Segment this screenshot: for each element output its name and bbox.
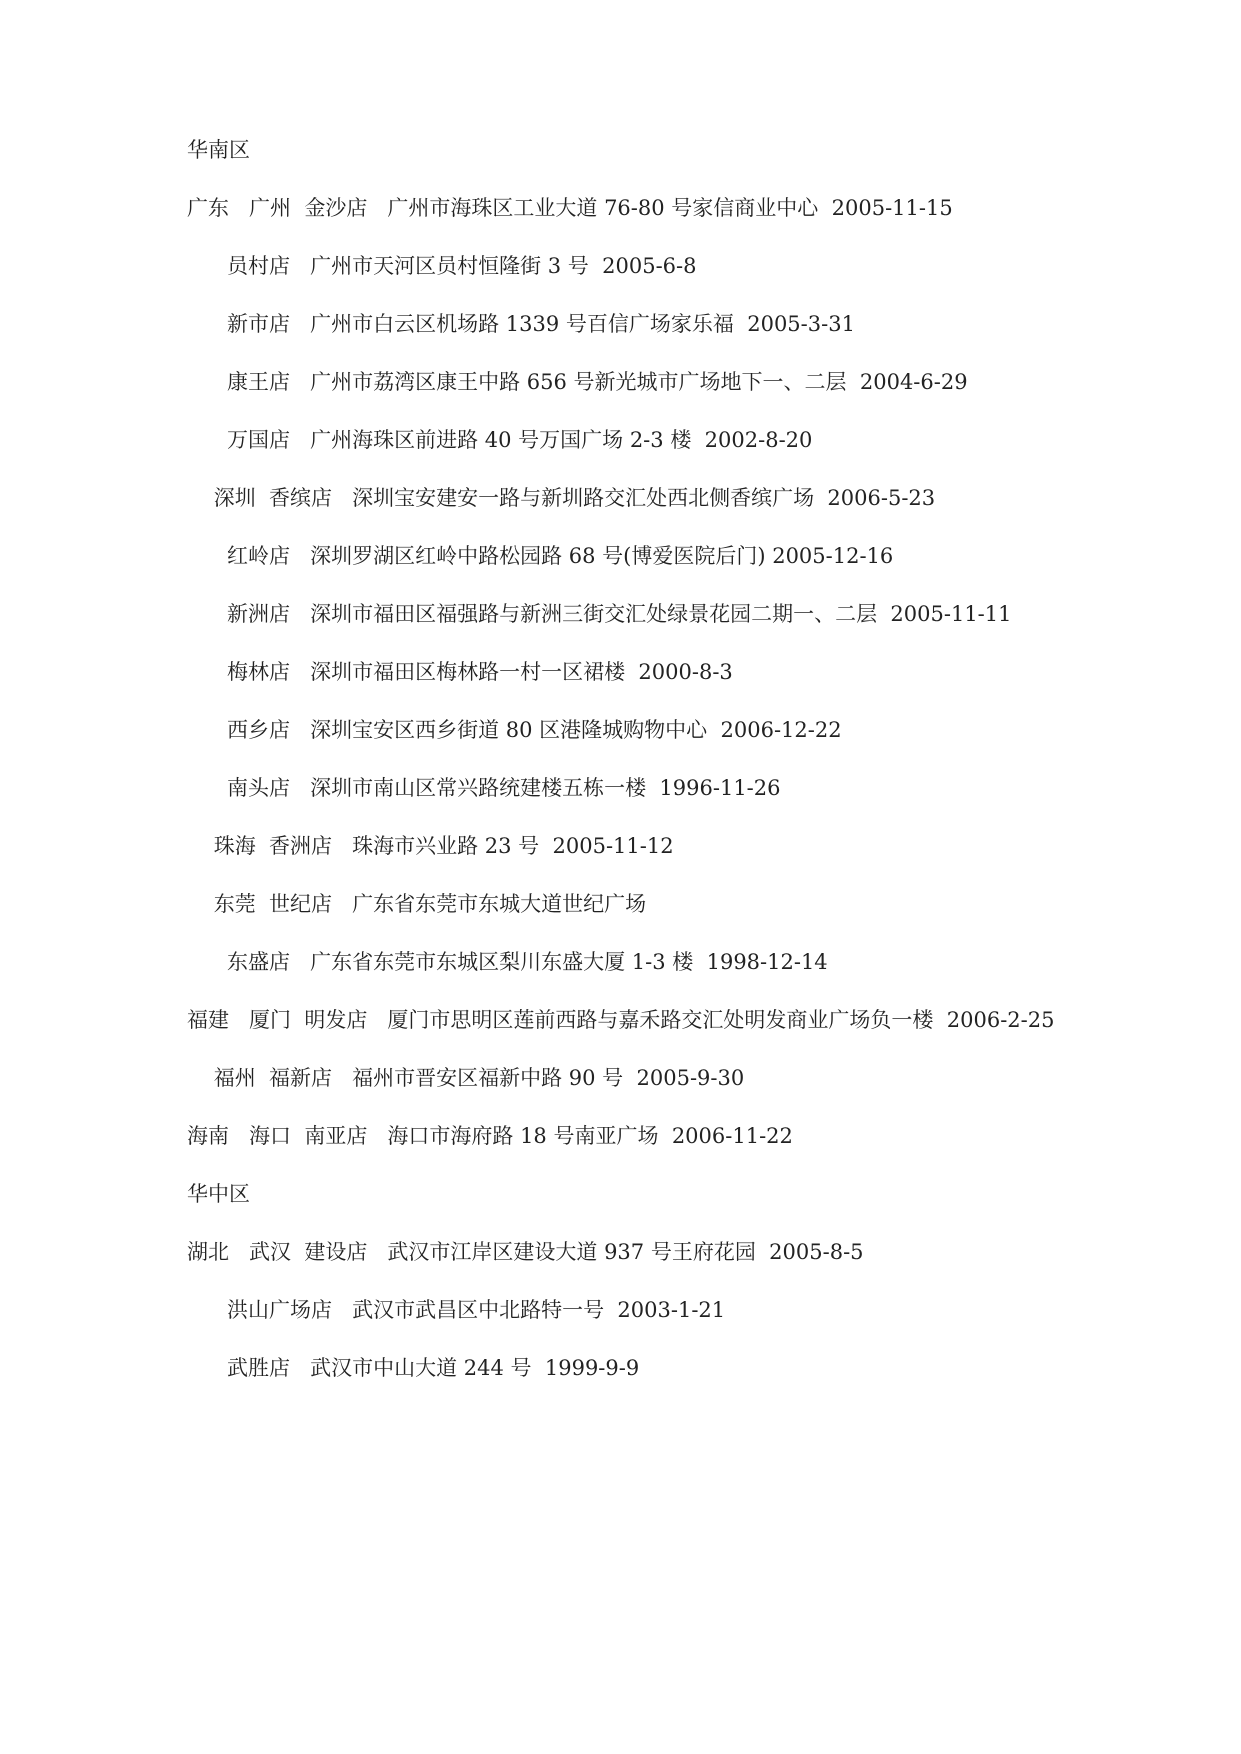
store-line: 珠海 香洲店 珠海市兴业路 23 号 2005-11-12: [187, 834, 674, 858]
store-line: 红岭店 深圳罗湖区红岭中路松园路 68 号(博爱医院后门) 2005-12-16: [187, 544, 894, 568]
store-line: 深圳 香缤店 深圳宝安建安一路与新圳路交汇处西北侧香缤广场 2006-5-23: [187, 486, 936, 510]
store-line: 海南 海口 南亚店 海口市海府路 18 号南亚广场 2006-11-22: [187, 1124, 793, 1148]
store-line: 员村店 广州市天河区员村恒隆街 3 号 2005-6-8: [187, 254, 697, 278]
store-line: 梅林店 深圳市福田区梅林路一村一区裙楼 2000-8-3: [187, 660, 733, 684]
store-line: 万国店 广州海珠区前进路 40 号万国广场 2-3 楼 2002-8-20: [187, 428, 813, 452]
store-line: 湖北 武汉 建设店 武汉市江岸区建设大道 937 号王府花园 2005-8-5: [187, 1240, 864, 1264]
store-line: 南头店 深圳市南山区常兴路统建楼五栋一楼 1996-11-26: [187, 776, 781, 800]
store-line: 武胜店 武汉市中山大道 244 号 1999-9-9: [187, 1356, 640, 1380]
store-line: 东莞 世纪店 广东省东莞市东城大道世纪广场: [187, 892, 647, 916]
section-heading-central-china: 华中区: [187, 1182, 250, 1206]
store-line: 广东 广州 金沙店 广州市海珠区工业大道 76-80 号家信商业中心 2005-11-15: [187, 196, 953, 220]
store-line: 东盛店 广东省东莞市东城区梨川东盛大厦 1-3 楼 1998-12-14: [187, 950, 828, 974]
store-line: 洪山广场店 武汉市武昌区中北路特一号 2003-1-21: [187, 1298, 726, 1322]
store-line: 福州 福新店 福州市晋安区福新中路 90 号 2005-9-30: [187, 1066, 745, 1090]
store-line: 西乡店 深圳宝安区西乡街道 80 区港隆城购物中心 2006-12-22: [187, 718, 842, 742]
section-heading-south-china: 华南区: [187, 138, 250, 162]
store-line: 新洲店 深圳市福田区福强路与新洲三街交汇处绿景花园二期一、二层 2005-11-11: [187, 602, 1012, 626]
store-line: 新市店 广州市白云区机场路 1339 号百信广场家乐福 2005-3-31: [187, 312, 855, 336]
store-line: 康王店 广州市荔湾区康王中路 656 号新光城市广场地下一、二层 2004-6-29: [187, 370, 968, 394]
store-line: 福建 厦门 明发店 厦门市思明区莲前西路与嘉禾路交汇处明发商业广场负一楼 2006-2-25: [187, 1008, 1055, 1032]
